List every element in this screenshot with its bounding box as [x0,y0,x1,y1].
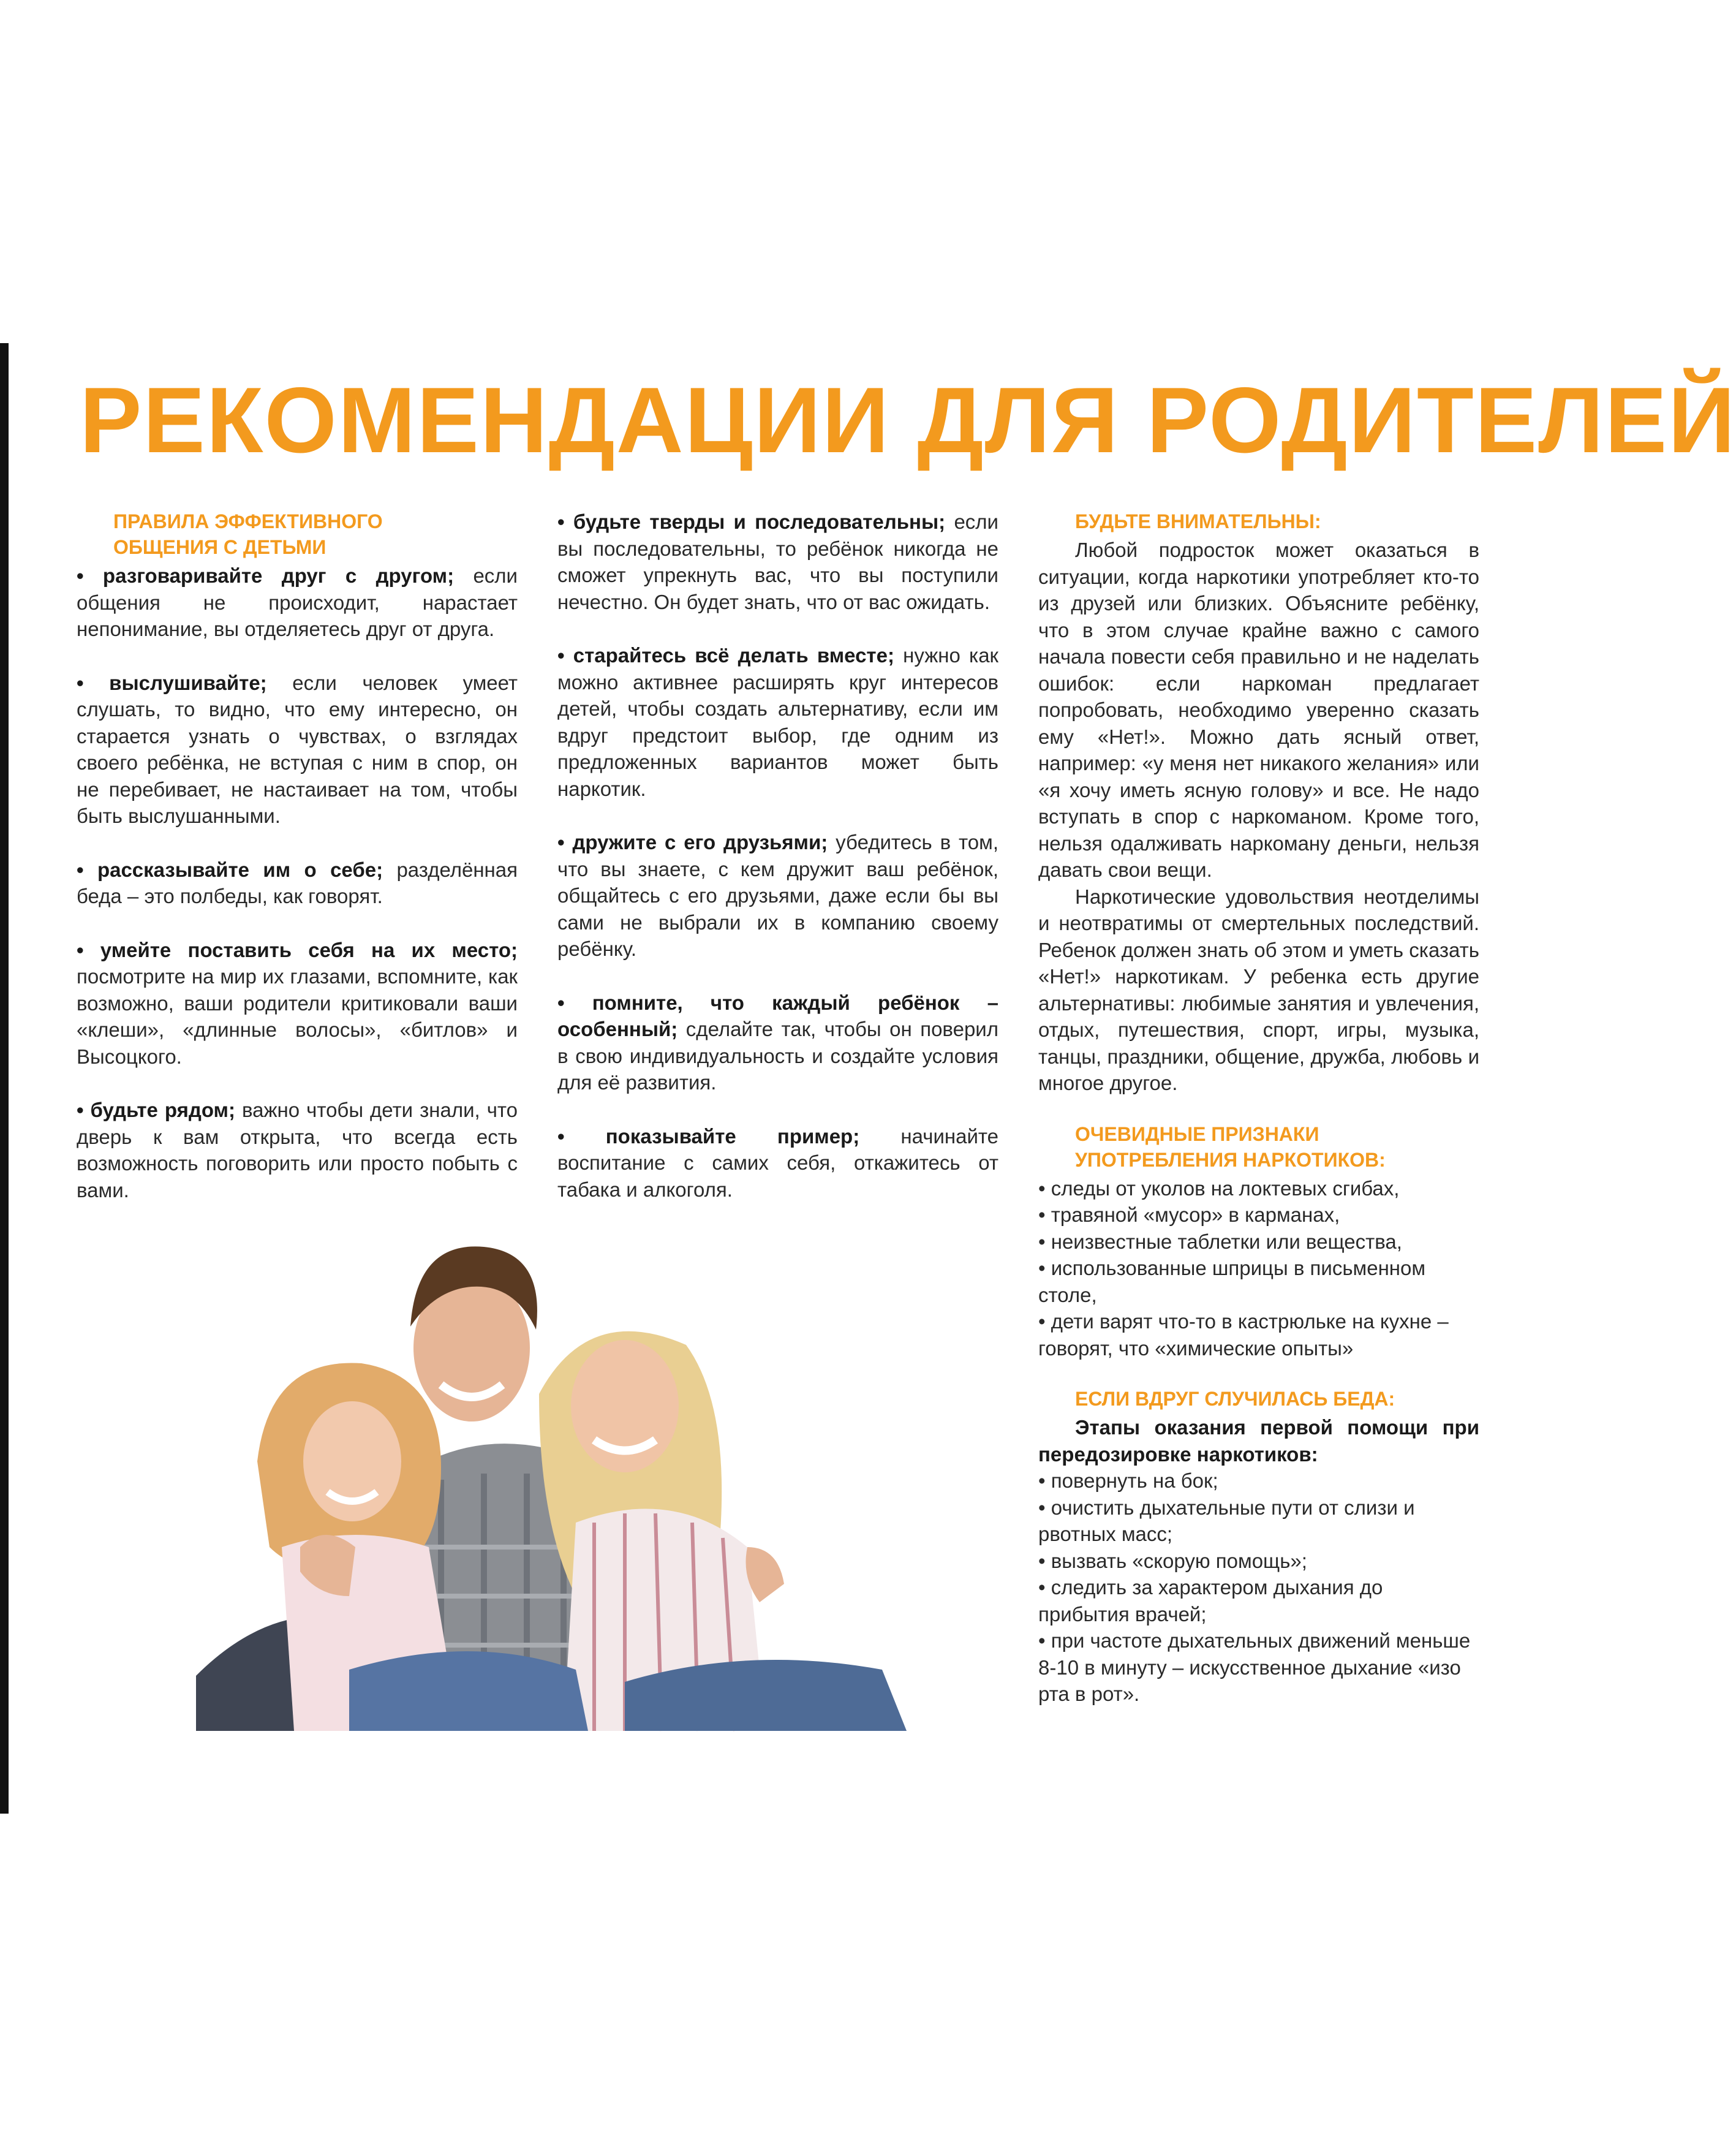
list-item: • использованные шприцы в письменном столе, [1038,1257,1426,1306]
advice-item: • будьте тверды и последовательны; если вы последовательны, то ребёнок никогда не сможет упрекнуть вас, что вы поступили нечестно. Он будет знать, что от вас ожидать. [557,510,998,613]
column-attention [1038,509,1479,1708]
list-item: • следы от уколов на локтевых сгибах, [1038,1176,1400,1200]
first-aid-steps [1038,1467,1479,1708]
list-item: • неизвестные таблетки или вещества, [1038,1230,1402,1253]
list-item: • дети варят что-то в кастрюльке на кухне – говорят, что «химические опыты» [1038,1310,1449,1360]
advice-item: • рассказывайте им о себе; разделённая беда – это полбеды, как говорят. [77,858,518,907]
advice-item: • выслушивайте; если человек умеет слушать, то видно, что ему интересно, он старается узнать о чувствах, о взглядах своего ребёнка, не вступая с ним в спор, он не перебивает, не настаивает на том, чтобы быть выслушанными. [77,671,518,827]
section-heading-attention: БУДЬТЕ ВНИМАТЕЛЬНЫ: [1075,510,1321,532]
advice-item: • показывайте пример; начинайте воспитание с самих себя, откажитесь от табака и алкоголя. [557,1124,998,1201]
section-heading-signs: ОЧЕВИДНЫЕ ПРИЗНАКИ УПОТРЕБЛЕНИЯ НАРКОТИКОВ: [1075,1122,1386,1171]
paragraph: Наркотические удовольствия неотделимы и неотвратимы от смертельных последствий. Ребенок должен знать об этом и уметь сказать «Нет!» наркотикам. У ребенка есть другие альтернативы: любимые занятия и увлечения, отдых, путешествия, спорт, игры, музыка, танцы, праздники, общение, дружба, любовь и многое другое. [1038,885,1479,1094]
page-title: РЕКОМЕНДАЦИИ ДЛЯ РОДИТЕЛЕЙ [80,368,1736,472]
advice-item: • помните, что каждый ребёнок – особенный; сделайте так, чтобы он поверил в свою индивидуальность и создайте условия для её развития. [557,991,998,1094]
left-border-rule [0,343,9,1814]
paragraph: Любой подросток может оказаться в ситуации, когда наркотики употребляет кто-то из друзей или близких. Объясните ребёнку, что в этом случае крайне важно с самого начала повести себя правильно и не наделать ошибок: если наркоман предлагает попробовать, необходимо уверенно сказать ему «Нет!». Можно дать ясный ответ, например: «у меня нет никакого желания» или «я хочу иметь ясную голову» и все. Не надо вступать в спор с наркоманом. Кроме того, нельзя одалживать наркоману деньги, нельзя давать свои вещи. [1038,539,1479,881]
list-item: • очистить дыхательные пути от слизи и рвотных масс; [1038,1496,1415,1545]
list-item: • следить за характером дыхания до прибытия врачей; [1038,1576,1383,1626]
column-communication-rules [77,509,518,1230]
first-aid-lead: Этапы оказания первой помощи при передозировке наркотиков: [1038,1416,1479,1466]
list-item: • повернуть на бок; [1038,1469,1218,1492]
advice-item: • разговаривайте друг с другом; если общения не происходит, нарастает непонимание, вы отделяетесь друг от друга. [77,564,518,640]
advice-item: • старайтесь всё делать вместе; нужно как можно активнее расширять круг интересов детей, чтобы создать альтернативу, если им вдруг предстоит выбор, где одним из предложенных вариантов может быть наркотик. [557,644,998,800]
list-item: • травяной «мусор» в карманах, [1038,1203,1340,1226]
family-photo [196,1204,925,1731]
section-heading-first-aid: ЕСЛИ ВДРУГ СЛУЧИЛАСЬ БЕДА: [1075,1388,1395,1410]
advice-item: • дружите с его друзьями; убедитесь в том, что вы знаете, с кем дружит ваш ребёнок, общайтесь с его друзьями, даже если бы вы сами не выбрали их в компанию своему ребёнку. [557,831,998,960]
advice-item: • умейте поставить себя на их место; посмотрите на мир их глазами, вспомните, как возможно, ваши родители критиковали ваши «клеши», «длинные волосы», «битлов» и Высоцкого. [77,938,518,1068]
advice-item: • будьте рядом; важно чтобы дети знали, что дверь к вам открыта, что всегда есть возможность поговорить или просто побыть с вами. [77,1099,518,1202]
list-item: • при частоте дыхательных движений меньше 8-10 в минуту – искусственное дыхание «изо рта в рот». [1038,1629,1471,1705]
section-heading-communication: ПРАВИЛА ЭФФЕКТИВНОГО ОБЩЕНИЯ С ДЕТЬМИ [113,510,383,558]
signs-list [1038,1175,1479,1362]
column-parent-behaviour [557,509,998,1230]
list-item: • вызвать «скорую помощь»; [1038,1549,1307,1572]
